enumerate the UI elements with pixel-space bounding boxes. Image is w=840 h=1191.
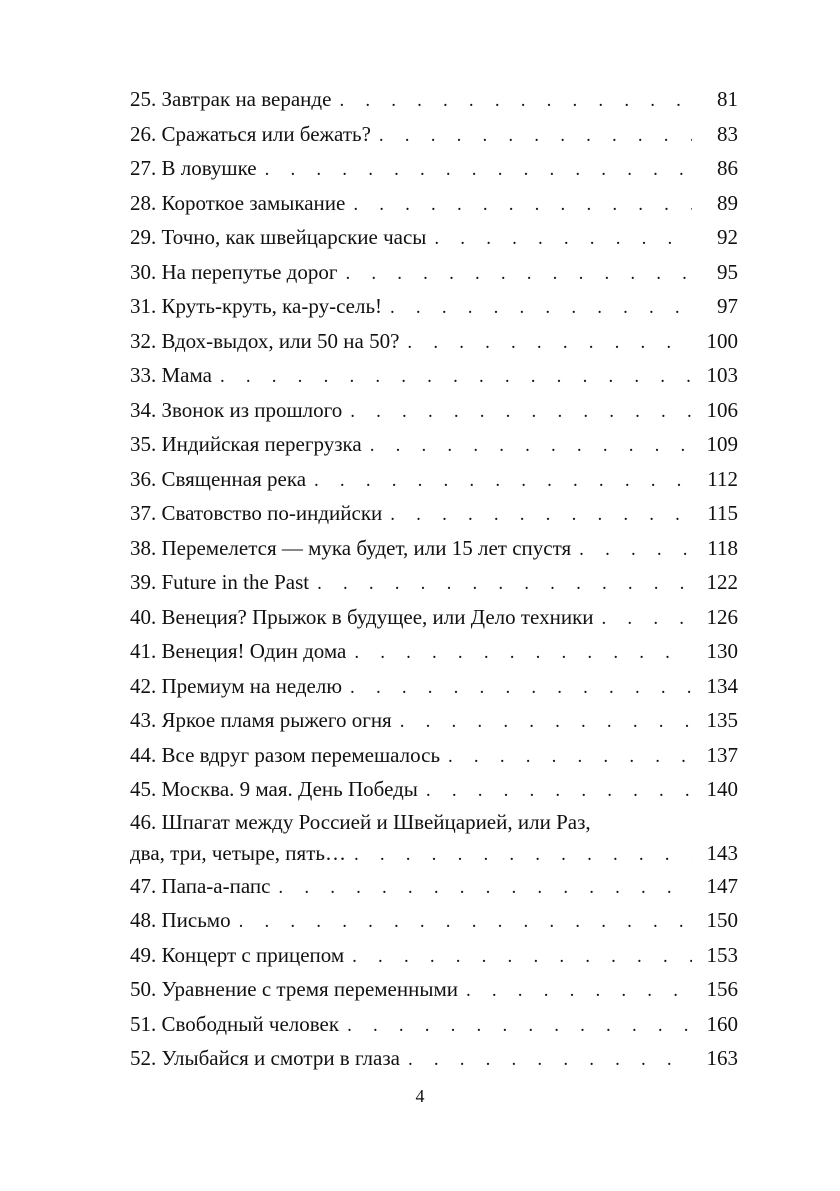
toc-entry-page: 112 — [707, 466, 738, 491]
dot-leader — [466, 974, 692, 1009]
toc-entry-page: 137 — [706, 742, 738, 767]
dot-leader — [239, 905, 692, 940]
dot-leader — [350, 395, 692, 430]
toc-entry[interactable] — [130, 1007, 738, 1042]
toc-entry[interactable] — [130, 669, 738, 704]
toc-entry[interactable] — [130, 972, 738, 1007]
toc-entry[interactable] — [130, 117, 738, 152]
dot-leader — [426, 774, 692, 809]
toc-entry-title: 51. Свободный человек — [130, 1011, 340, 1036]
toc-entry-title: 45. Москва. 9 мая. День Победы — [130, 777, 418, 801]
page-number: 4 — [415, 1086, 425, 1106]
toc-entry-title: 31. Круть-круть, ка-ру-сель! — [130, 294, 383, 318]
dot-leader — [314, 464, 692, 499]
toc-entry[interactable] — [130, 600, 738, 635]
toc-entry-title: 27. В ловушке — [130, 156, 257, 180]
toc-entry-title: 43. Яркое пламя рыжего огня — [130, 708, 392, 732]
dot-leader — [434, 222, 692, 257]
toc-entry-title: 36. Священная река — [130, 466, 307, 491]
toc-entry-title: 52. Улыбайся и смотри в глаза — [130, 1046, 400, 1070]
toc-entry[interactable] — [130, 393, 738, 428]
toc-entry-page: 147 — [706, 873, 738, 898]
dot-leader — [602, 602, 692, 637]
toc-entry-page: 81 — [717, 87, 738, 111]
toc-entry-title: 25. Завтрак на веранде — [130, 87, 332, 111]
toc-entry-page: 89 — [717, 190, 738, 215]
toc-entry-title: 39. Future in the Past — [130, 570, 310, 594]
dot-leader — [220, 360, 692, 395]
toc-entry[interactable] — [130, 903, 738, 938]
toc-entry-title: 34. Звонок из прошлого — [130, 397, 343, 422]
toc-entry-page: 106 — [706, 397, 738, 422]
toc-entry-page: 156 — [706, 977, 738, 1001]
toc-entry[interactable] — [130, 938, 738, 973]
toc-entry-title-line1: 46. Шпагат между Россией и Швейцарией, или Раз, — [130, 809, 591, 834]
dot-leader — [265, 153, 692, 188]
toc-entry-page: 153 — [706, 942, 738, 967]
toc-entry[interactable] — [130, 496, 738, 531]
dot-leader — [354, 636, 692, 671]
toc-entry-title: 33. Мама — [130, 363, 212, 387]
toc-entry-page: 118 — [707, 535, 738, 560]
toc-entry-title: 26. Сражаться или бежать? — [130, 121, 371, 146]
toc-entry[interactable] — [130, 703, 738, 738]
dot-leader — [390, 291, 692, 326]
toc-entry[interactable] — [130, 531, 738, 566]
toc-entry-title: 30. На перепутье дорог — [130, 259, 338, 284]
dot-leader — [579, 533, 692, 568]
dot-leader — [400, 705, 692, 740]
toc-entry-page: 160 — [706, 1011, 738, 1036]
toc-entry-title: 48. Письмо — [130, 908, 231, 932]
dot-leader — [448, 740, 692, 775]
toc-entry-title: 41. Венеция! Один дома — [130, 639, 347, 663]
toc-entry-page: 92 — [717, 225, 738, 249]
toc-entry[interactable] — [130, 462, 738, 497]
toc-entry-line2 — [130, 838, 738, 869]
dot-leader — [339, 84, 692, 119]
toc-entry[interactable] — [130, 738, 738, 773]
toc-entry[interactable] — [130, 869, 738, 904]
toc-entry-page: 150 — [706, 908, 738, 932]
toc-entry-page: 163 — [706, 1046, 738, 1070]
toc-entry-page: 134 — [706, 673, 738, 698]
toc-entry[interactable] — [130, 772, 738, 807]
toc-entry[interactable] — [130, 255, 738, 290]
toc-entry-title: 37. Сватовство по-индийски — [130, 501, 383, 525]
dot-leader — [407, 326, 692, 361]
toc-entry-page: 143 — [706, 840, 738, 865]
dot-leader — [278, 871, 692, 906]
toc-entry[interactable] — [130, 427, 738, 462]
toc-entry-page: 109 — [706, 432, 738, 456]
dot-leader — [408, 1043, 692, 1078]
toc-entry[interactable] — [130, 565, 738, 600]
toc-entry-title: 35. Индийская перегрузка — [130, 432, 362, 456]
toc-entry-page: 95 — [717, 259, 738, 284]
toc-entry[interactable] — [130, 634, 738, 669]
dot-leader — [354, 839, 692, 870]
toc-entry-title: 50. Уравнение с тремя переменными — [130, 977, 458, 1001]
toc-entry-title: 49. Концерт с прицепом — [130, 942, 345, 967]
dot-leader — [347, 1009, 692, 1044]
toc-entry[interactable] — [130, 1041, 738, 1076]
toc-entry-title: 32. Вдох-выдох, или 50 на 50? — [130, 328, 400, 353]
toc-entry-page: 122 — [706, 570, 738, 594]
toc-entry[interactable] — [130, 220, 738, 255]
toc-entry[interactable] — [130, 151, 738, 186]
toc-entry[interactable] — [130, 358, 738, 393]
toc-entry[interactable] — [130, 289, 738, 324]
dot-leader — [352, 940, 692, 975]
toc-entry[interactable] — [130, 186, 738, 221]
toc-entry[interactable] — [130, 324, 738, 359]
toc-entry-page: 97 — [717, 294, 738, 318]
dot-leader — [390, 498, 692, 533]
dot-leader — [350, 671, 692, 706]
toc-entry-page: 100 — [706, 328, 738, 353]
toc-entry-title: 28. Короткое замыкание — [130, 190, 346, 215]
dot-leader — [353, 188, 692, 223]
toc-entry-page: 115 — [707, 501, 738, 525]
dot-leader — [370, 429, 692, 464]
dot-leader — [345, 257, 692, 292]
toc-entry-page: 140 — [706, 777, 738, 801]
table-of-contents — [130, 82, 738, 1076]
toc-entry-page: 86 — [717, 156, 738, 180]
toc-entry-title: 44. Все вдруг разом перемешалось — [130, 742, 441, 767]
toc-entry-title: 29. Точно, как швейцарские часы — [130, 225, 427, 249]
toc-entry-title: 47. Папа-а-папс — [130, 873, 271, 898]
dot-leader — [317, 567, 692, 602]
toc-entry-title: 38. Перемелется — мука будет, или 15 лет спустя — [130, 535, 572, 560]
toc-entry-page: 135 — [706, 708, 738, 732]
toc-entry-page: 83 — [717, 121, 738, 146]
toc-entry-page: 103 — [706, 363, 738, 387]
toc-entry-page: 130 — [706, 639, 738, 663]
toc-entry-title: 40. Венеция? Прыжок в будущее, или Дело техники — [130, 604, 594, 629]
toc-entry-page: 126 — [706, 604, 738, 629]
toc-entry-title-line2: два, три, четыре, пять… — [130, 840, 346, 865]
toc-entry-title: 42. Премиум на неделю — [130, 673, 343, 698]
toc-entry[interactable] — [130, 807, 738, 869]
dot-leader — [379, 119, 692, 154]
toc-entry[interactable] — [130, 82, 738, 117]
